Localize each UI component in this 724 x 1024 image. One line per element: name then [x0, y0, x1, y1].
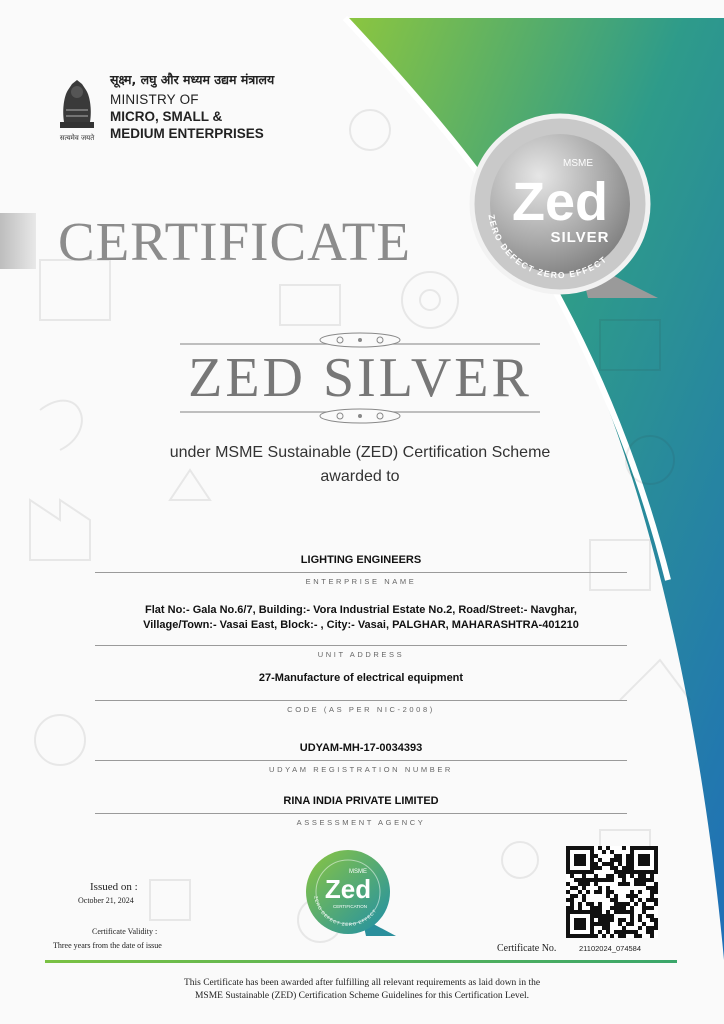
scheme-subtitle: under MSME Sustainable (ZED) Certification Scheme: [169, 444, 551, 461]
ministry-name-line3: MEDIUM ENTERPRISES: [110, 126, 264, 141]
nic-code-value: 27-Manufacture of electrical equipment: [258, 672, 464, 684]
field-divider: [95, 813, 627, 814]
field-divider: [95, 572, 627, 573]
ministry-name-line1: MINISTRY OF: [110, 92, 199, 107]
awarded-to-text: awarded to: [320, 468, 400, 485]
field-divider: [95, 760, 627, 761]
issued-on-date: October 21, 2024: [78, 896, 134, 905]
badge-msme-text: MSME: [563, 158, 593, 169]
qr-code-icon: [566, 846, 658, 938]
nic-code-field: [95, 671, 627, 714]
national-emblem-icon: [52, 70, 102, 146]
udyam-label: UDYAM REGISTRATION NUMBER: [269, 765, 453, 774]
agency-label: ASSESSMENT AGENCY: [296, 818, 426, 827]
logo-ring-text: ZERO DEFECT ZERO EFFECT: [313, 895, 378, 928]
ministry-name-hindi: सूक्ष्म, लघु और मध्यम उद्यम मंत्रालय: [110, 72, 275, 87]
enterprise-name-field: [95, 553, 627, 586]
footer-divider: [45, 960, 677, 963]
validity-label: Certificate Validity :: [92, 927, 158, 936]
unit-address-label: UNIT ADDRESS: [317, 650, 405, 659]
unit-address-line2: Village/Town:- Vasai East, Block:- , City:- Vasai, PALGHAR, MAHARASHTRA-401210: [143, 619, 579, 631]
emblem-motto: सत्यमेव जयते: [59, 134, 95, 142]
badge-level-text: SILVER: [550, 229, 610, 246]
certificate-number-value: 21102024_074584: [579, 944, 642, 953]
certification-level-title: ZED SILVER: [188, 347, 532, 409]
udyam-field: [95, 741, 627, 774]
issued-on-label: Issued on :: [90, 881, 138, 893]
title-ornament-bottom: [180, 404, 540, 426]
field-divider: [95, 700, 627, 701]
logo-sub-text: CERTIFICATION: [332, 904, 368, 909]
badge-ring-text: ZERO DEFECT ZERO EFFECT: [486, 213, 610, 281]
certificate-number-label: Certificate No.: [497, 943, 557, 954]
zed-certification-logo-icon: [300, 848, 398, 938]
udyam-value: UDYAM-MH-17-0034393: [299, 742, 423, 754]
agency-value: RINA INDIA PRIVATE LIMITED: [283, 795, 439, 807]
nic-code-label: CODE (AS PER NIC-2008): [287, 705, 435, 714]
enterprise-name-value: LIGHTING ENGINEERS: [300, 554, 422, 566]
badge-brand-text: Zed: [511, 172, 609, 232]
logo-brand-text: Zed: [324, 874, 372, 904]
unit-address-line1: Flat No:- Gala No.6/7, Building:- Vora Industrial Estate No.2, Road/Street:- Navghar,: [145, 604, 577, 616]
logo-msme-text: MSME: [349, 869, 367, 875]
footer-line1: This Certificate has been awarded after fulfilling all relevant requirements as laid down in the: [183, 978, 541, 988]
validity-value: Three years from the date of issue: [53, 941, 162, 950]
field-divider: [95, 645, 627, 646]
ministry-name-line2: MICRO, SMALL &: [110, 109, 223, 124]
agency-field: [95, 794, 627, 827]
zed-silver-badge-icon: [458, 108, 662, 304]
unit-address-field: [95, 603, 627, 659]
footer-line2: MSME Sustainable (ZED) Certification Scheme Guidelines for this Certification Level.: [194, 991, 529, 1001]
certificate-side-bar: [0, 213, 36, 269]
certificate-heading: CERTIFICATE: [58, 211, 411, 272]
enterprise-name-label: ENTERPRISE NAME: [305, 577, 417, 586]
